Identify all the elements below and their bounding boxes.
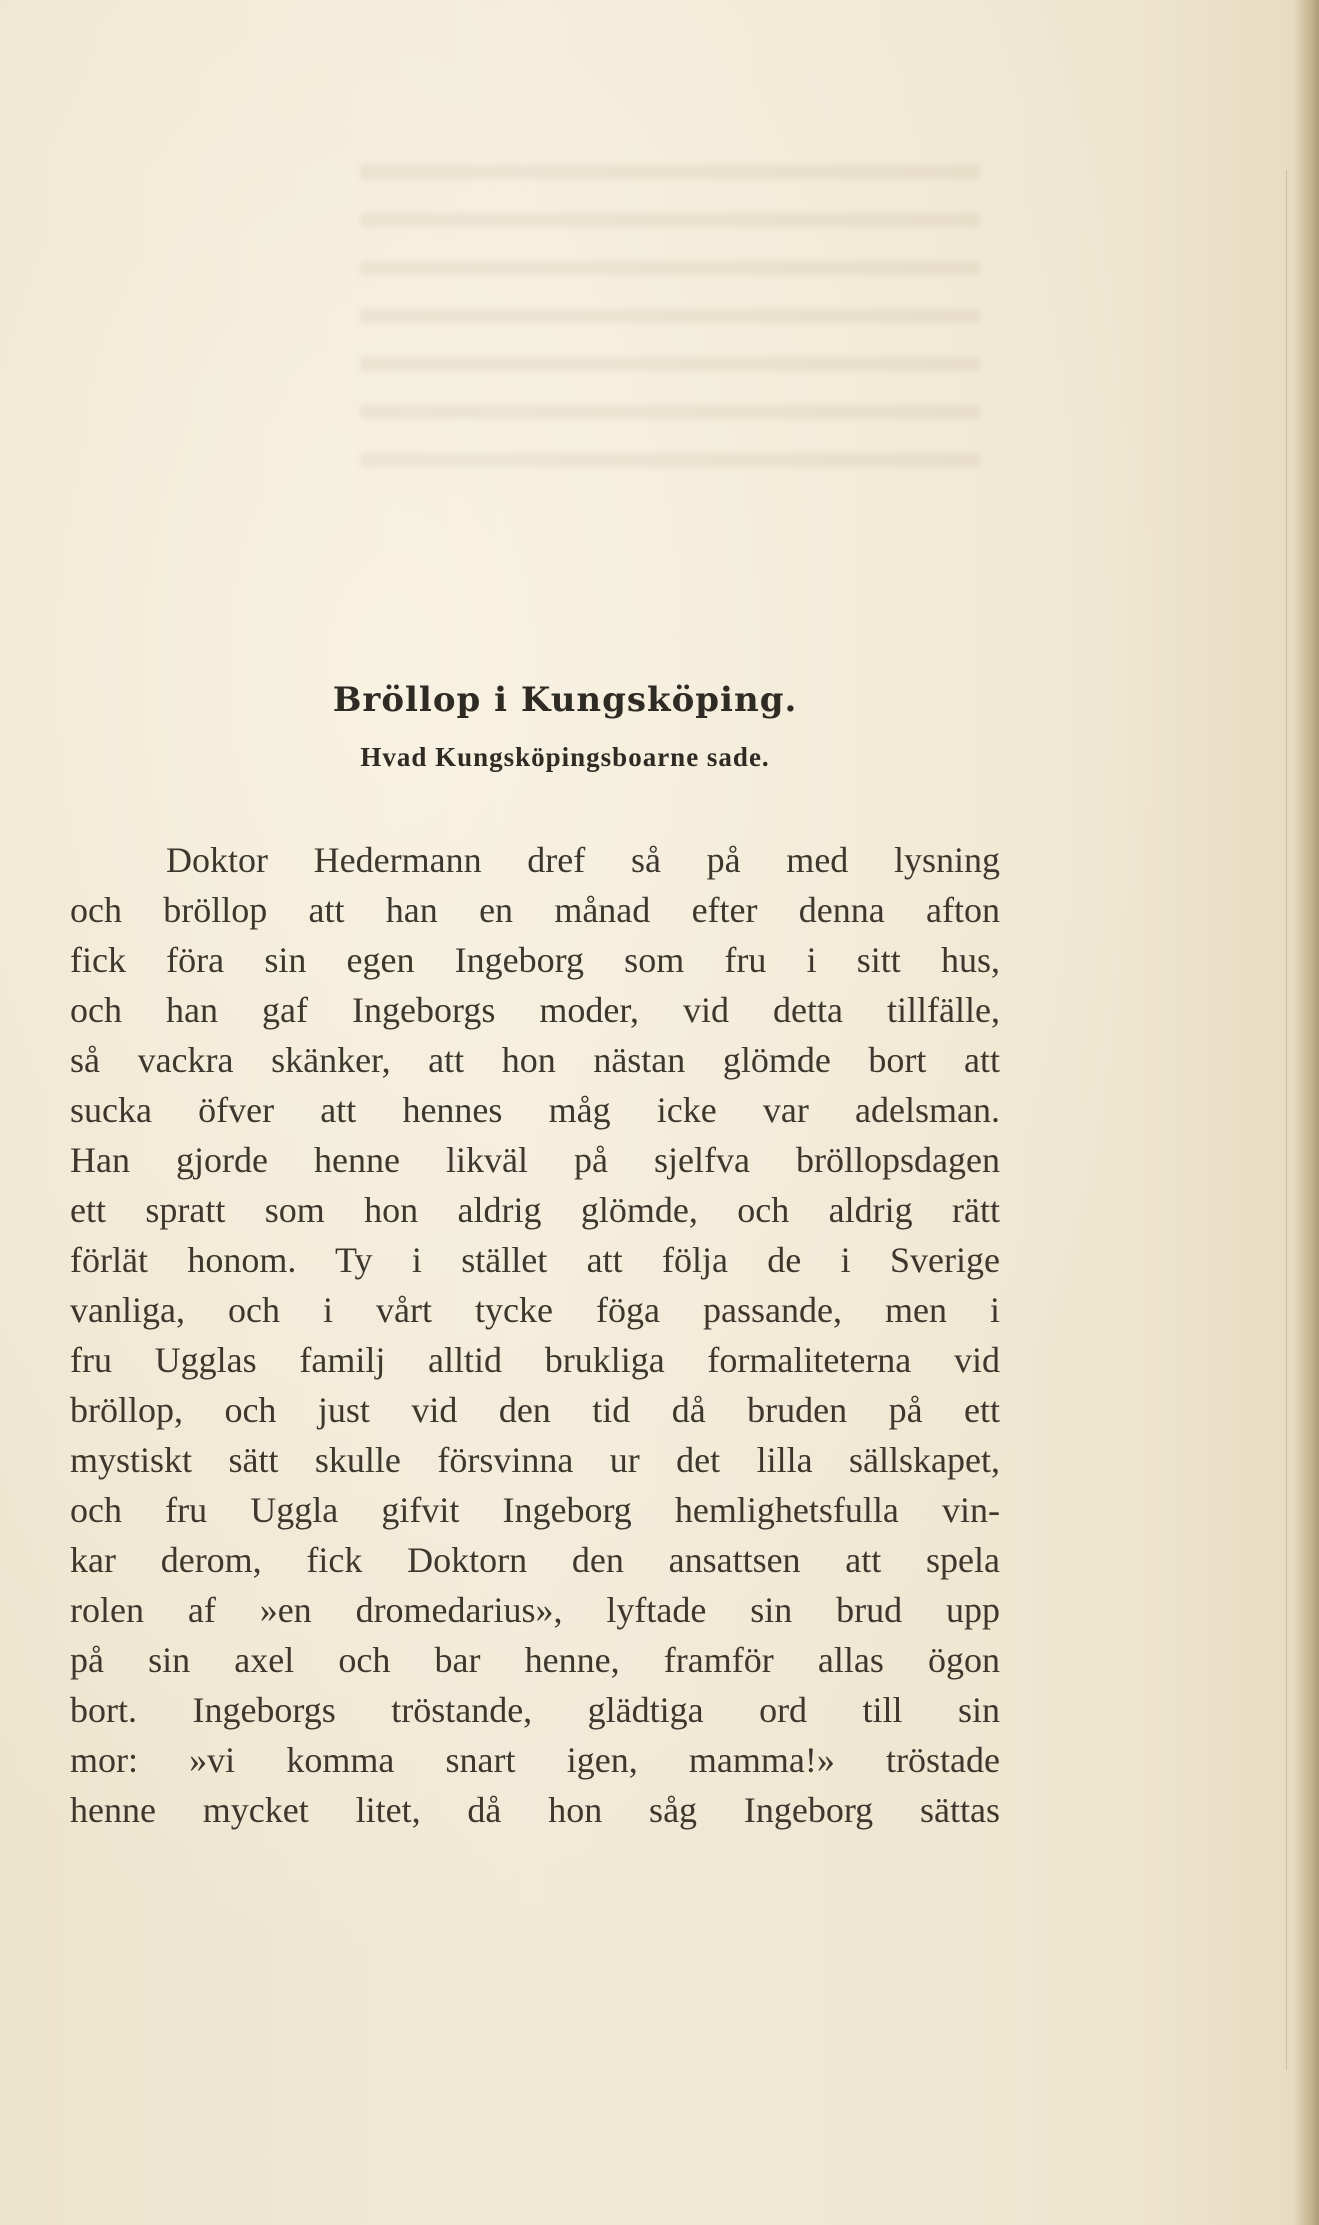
text-line: och han gaf Ingeborgs moder, vid detta tillfälle,	[70, 990, 1000, 1030]
text-line: mystiskt sätt skulle försvinna ur det lilla sällskapet,	[70, 1440, 1000, 1480]
body-text	[70, 835, 1000, 1835]
page-fold-line	[1286, 170, 1287, 2070]
text-line: sucka öfver att hennes måg icke var adelsman.	[70, 1090, 1000, 1130]
text-line: bröllop, och just vid den tid då bruden på ett	[70, 1390, 1000, 1430]
text-line: Doktor Hedermann dref så på med lysning	[166, 840, 1000, 880]
text-line: och fru Uggla gifvit Ingeborg hemlighetsfulla vin-	[70, 1490, 1000, 1530]
text-line: på sin axel och bar henne, framför allas ögon	[70, 1640, 1000, 1680]
chapter-title: Bröllop i Kungsköping.	[332, 680, 798, 720]
page-right-edge	[1293, 0, 1319, 2225]
text-line: mor: »vi komma snart igen, mamma!» tröstade	[70, 1740, 1000, 1780]
text-line: bort. Ingeborgs tröstande, glädtiga ord till sin	[70, 1690, 1000, 1730]
text-line: fick föra sin egen Ingeborg som fru i sitt hus,	[70, 940, 1000, 980]
text-line: fru Ugglas familj alltid brukliga formaliteterna vid	[70, 1340, 1000, 1380]
text-line: Han gjorde henne likväl på sjelfva bröllopsdagen	[70, 1140, 1000, 1180]
bleed-through-text	[360, 165, 980, 495]
text-line: ett spratt som hon aldrig glömde, och aldrig rätt	[70, 1190, 1000, 1230]
text-line: så vackra skänker, att hon nästan glömde bort att	[70, 1040, 1000, 1080]
text-line: förlät honom. Ty i stället att följa de i Sverige	[70, 1240, 1000, 1280]
text-line: henne mycket litet, då hon såg Ingeborg sättas	[70, 1790, 1000, 1830]
text-line: kar derom, fick Doktorn den ansattsen att spela	[70, 1540, 1000, 1580]
text-line: rolen af »en dromedarius», lyftade sin brud upp	[70, 1590, 1000, 1630]
text-line: och bröllop att han en månad efter denna afton	[70, 890, 1000, 930]
text-line: vanliga, och i vårt tycke föga passande, men i	[70, 1290, 1000, 1330]
text-block	[70, 680, 1000, 1835]
chapter-subtitle: Hvad Kungsköpingsboarne sade.	[360, 742, 770, 772]
